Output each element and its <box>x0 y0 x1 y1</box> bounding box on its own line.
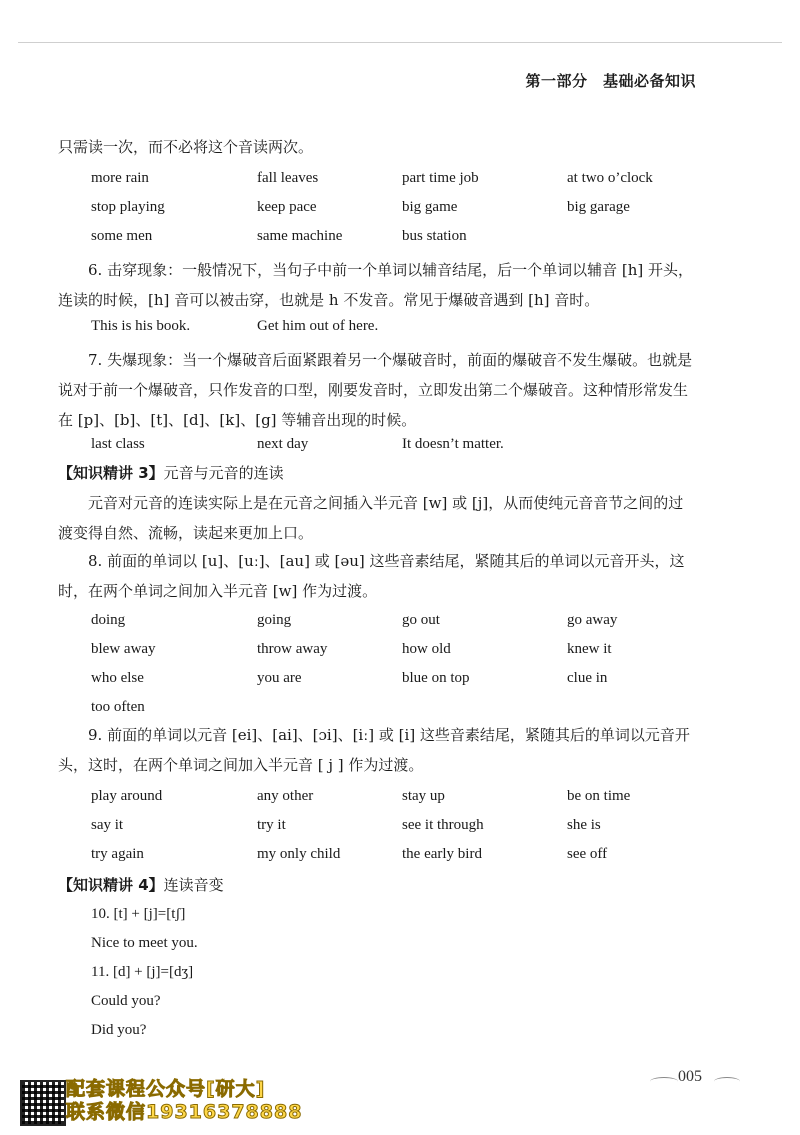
word-item: see off <box>567 846 608 862</box>
word-row <box>91 817 711 846</box>
word-item: you are <box>257 670 302 686</box>
qr-code-icon <box>20 1080 66 1126</box>
word-item: go out <box>402 612 440 628</box>
word-item: doing <box>91 612 126 628</box>
item8-text: 8. 前面的单词以 [u]、[uː]、[au] 或 [əu] 这些音素结尾，紧随其后的单词以元音开头，这时，在两个单词之间加入半元音 [w] 作为过渡。 <box>58 552 685 600</box>
word-item: my only child <box>257 846 341 862</box>
word-item: big garage <box>567 199 630 215</box>
page-number-ornament <box>650 1066 740 1092</box>
item6-text: 6. 击穿现象：一般情况下，当句子中前一个单词以辅音结尾，后一个单词以辅音 [h] 开头，连读的时候，[h] 音可以被击穿，也就是 h 不发音。常见于爆破音遇到 [h] 音时。 <box>58 261 693 309</box>
word-item: try again <box>91 846 144 862</box>
item7-text: 7. 失爆现象：当一个爆破音后面紧跟着另一个爆破音时，前面的爆破音不发生爆破。也就是说对于前一个爆破音，只作发音的口型，刚要发音时，立即发出第二个爆破音。这种情形常发生在 [p]、[b]、[t]、[d]、[k]、[g] 等辅音出现的时候。 <box>58 351 693 429</box>
word-item: any other <box>257 788 314 804</box>
knowledge-tag: 【知识精讲 4】 <box>58 876 164 894</box>
example-sentence: This is his book. <box>91 318 191 334</box>
word-item: more rain <box>91 170 149 186</box>
word-row <box>91 612 711 641</box>
word-item: say it <box>91 817 124 833</box>
word-grid-group1 <box>91 170 711 257</box>
knowledge-title: 连读音变 <box>163 876 224 894</box>
word-item: who else <box>91 670 144 686</box>
page-number: 005 <box>678 1068 702 1085</box>
word-row <box>91 670 711 699</box>
word-item: knew it <box>567 641 612 657</box>
word-item: how old <box>402 641 451 657</box>
example-sentence: Could you? <box>91 993 161 1009</box>
word-item: be on time <box>567 788 631 804</box>
promo-line: 联系微信19316378888 <box>66 1101 303 1123</box>
word-item: at two o’clock <box>567 170 653 186</box>
example-sentence: Get him out of here. <box>257 318 379 334</box>
word-row <box>91 788 711 817</box>
word-grid-item9 <box>91 788 711 875</box>
example-sentence: Nice to meet you. <box>91 935 198 951</box>
word-item: see it through <box>402 817 484 833</box>
example-phrase: last class <box>91 436 145 452</box>
word-row <box>91 228 711 257</box>
knowledge4-heading <box>58 870 698 900</box>
rule-line: 10. [t] + [j]=[tʃ] <box>91 906 186 922</box>
word-item: stay up <box>402 788 445 804</box>
intro-line: 只需读一次，而不必将这个音读两次。 <box>58 138 314 156</box>
word-item: some men <box>91 228 153 244</box>
word-grid-item8 <box>91 612 711 728</box>
word-item: too often <box>91 699 145 715</box>
word-item: throw away <box>257 641 328 657</box>
promo-line: 配套课程公众号[研大] <box>66 1078 266 1100</box>
word-item: going <box>257 612 292 628</box>
word-item: she is <box>567 817 601 833</box>
knowledge-title: 元音与元音的连读 <box>163 464 284 482</box>
knowledge3-heading <box>58 458 698 488</box>
word-item: go away <box>567 612 618 628</box>
word-item: play around <box>91 788 163 804</box>
word-item: fall leaves <box>257 170 319 186</box>
section-header: 第一部分 基础必备知识 <box>525 72 696 90</box>
word-item: the early bird <box>402 846 482 862</box>
word-item: bus station <box>402 228 467 244</box>
word-row <box>91 199 711 228</box>
word-item: big game <box>402 199 458 215</box>
rule-line: 11. [d] + [j]=[dʒ] <box>91 964 194 980</box>
word-item: try it <box>257 817 286 833</box>
word-item: clue in <box>567 670 608 686</box>
swoosh-ornament-icon <box>650 1077 678 1086</box>
header-rule <box>18 42 782 43</box>
word-item: same machine <box>257 228 343 244</box>
word-row <box>91 170 711 199</box>
word-item: stop playing <box>91 199 165 215</box>
promo-banner <box>66 1078 302 1124</box>
word-item: blew away <box>91 641 156 657</box>
item9-text: 9. 前面的单词以元音 [ei]、[ai]、[ɔi]、[iː] 或 [i] 这些音素结尾，紧随其后的单词以元音开头，这时，在两个单词之间加入半元音 [ j ] 作为过渡。 <box>58 726 690 774</box>
example-sentence: Did you? <box>91 1022 147 1038</box>
word-item: keep pace <box>257 199 317 215</box>
knowledge3-body: 元音对元音的连读实际上是在元音之间插入半元音 [w] 或 [j]，从而使纯元音音节之间的过渡变得自然、流畅，读起来更加上口。 <box>58 494 684 542</box>
swoosh-ornament-icon <box>714 1077 740 1086</box>
word-item: blue on top <box>402 670 470 686</box>
example-phrase: next day <box>257 436 309 452</box>
word-row <box>91 641 711 670</box>
knowledge-tag: 【知识精讲 3】 <box>58 464 164 482</box>
example-sentence: It doesn’t matter. <box>402 436 504 452</box>
word-item: part time job <box>402 170 479 186</box>
